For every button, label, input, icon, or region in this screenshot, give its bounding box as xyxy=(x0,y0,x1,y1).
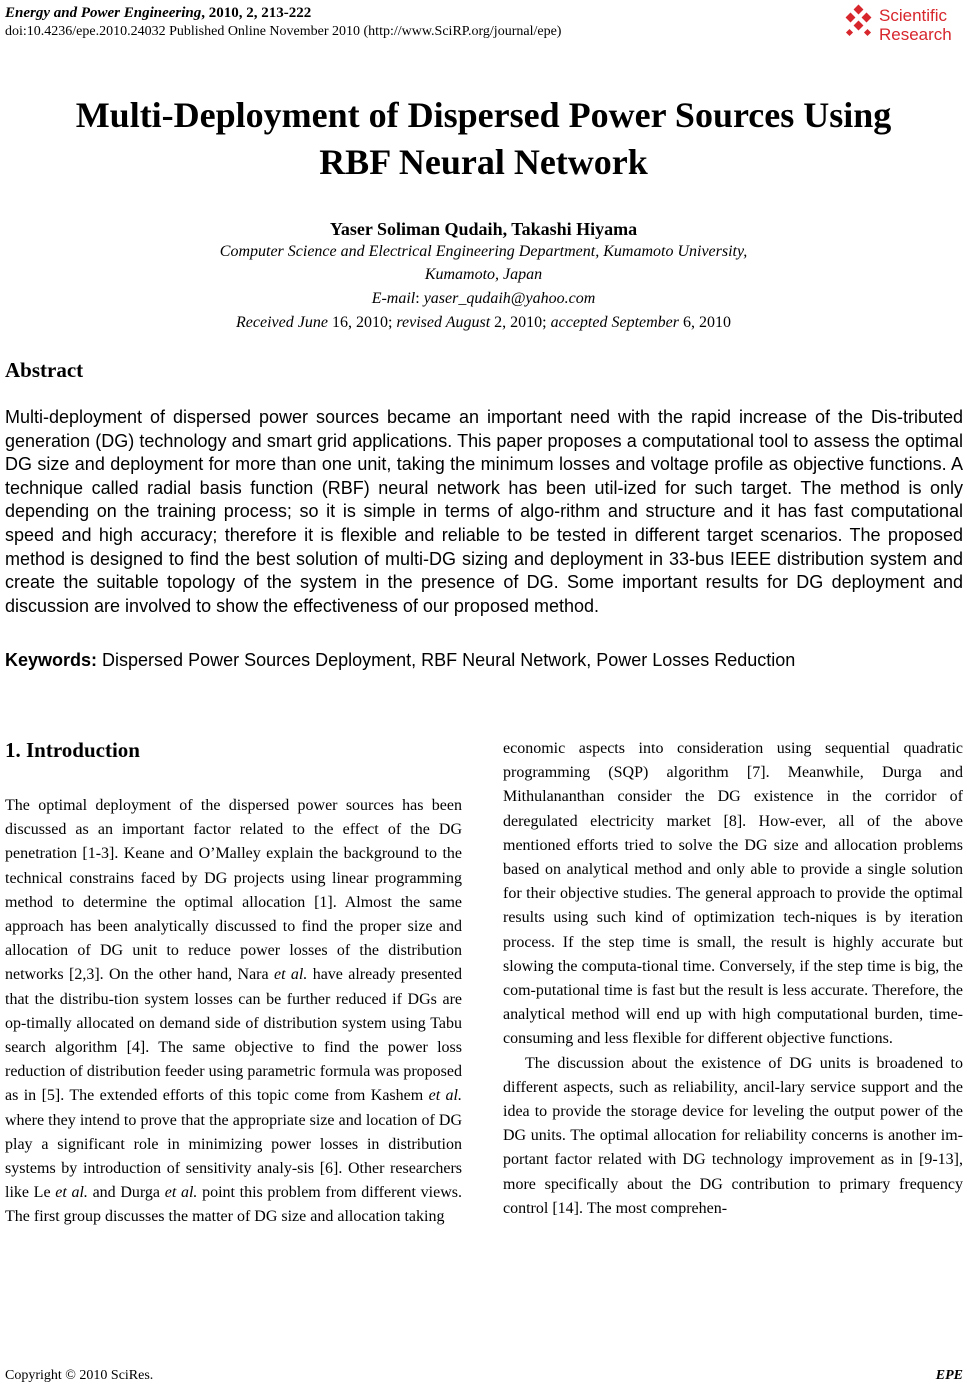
journal-header xyxy=(5,4,311,22)
journal-volume: , 2010, 2, 213-222 xyxy=(201,5,312,21)
logo-line2: Research xyxy=(879,25,952,44)
logo-mark-icon xyxy=(846,5,872,36)
accepted-date: 6, 2010 xyxy=(679,314,731,331)
received-date: 16, 2010; xyxy=(327,314,397,331)
dates-line xyxy=(0,312,967,334)
column-left xyxy=(5,794,462,1230)
email-line: E-mail: yaser_qudaih@yahoo.com xyxy=(371,290,596,307)
received-label: Received June xyxy=(236,314,328,331)
journal-abbrev-footer: EPE xyxy=(935,1368,963,1383)
revised-label: revised August xyxy=(396,314,491,331)
keywords-list: Dispersed Power Sources Deployment, RBF Neural Network, Power Losses Reduction xyxy=(97,650,796,670)
column-right xyxy=(503,737,963,1221)
logo-line1: Scientific xyxy=(879,6,948,25)
email-address: yaser_qudaih@yahoo.com xyxy=(423,290,596,307)
authors: Yaser Soliman Qudaih, Takashi Hiyama xyxy=(329,219,638,239)
keywords xyxy=(5,650,963,671)
affiliation-line-1: Computer Science and Electrical Engineering Department, Kumamoto University, xyxy=(219,243,748,260)
title-line-2: RBF Neural Network xyxy=(319,142,648,182)
email-label: E-mail xyxy=(371,290,416,307)
abstract-heading: Abstract xyxy=(5,358,84,382)
accepted-label: accepted September xyxy=(550,314,679,331)
keywords-label: Keywords: xyxy=(5,650,98,670)
doi-line: doi:10.4236/epe.2010.24032 Published Online November 2010 (http://www.SciRP.org/journal/epe) xyxy=(5,24,562,39)
affiliation-line-2: Kumamoto, Japan xyxy=(424,266,543,283)
paragraph: The optimal deployment of the dispersed power sources has been discussed as an important factor related to the effect of the DG penetration [1-3]. Keane and O’Malley explain the background to the technical constrains faced by DG projects using linear programming method to determine the optimal allocation [1]. Almost the same approach has been analytically discussed to find the proper size and allocation of DG unit to reduce power losses of the distribution networks [2,3]. On the other hand, Nara et al. have already presented that the distribu-tion system losses can be further reduced if DGs are op-timally allocated on demand side of distribution system using Tabu search algorithm [4]. The same objective to find the power loss reduction of distribution feeder using parametric formula was proposed as in [5]. The extended efforts of this topic come from Kashem et al. where they intend to prove that the appropriate size and location of DG play a significant role in minimizing power losses in distribution systems by introduction of sensitivity analy-sis [6]. Other researchers like Le et al. and Durga et al. point this problem from different views. The first group discusses the matter of DG size and allocation taking xyxy=(5,797,462,1226)
intro-heading: 1. Introduction xyxy=(5,738,140,762)
journal-name: Energy and Power Engineering xyxy=(5,5,202,21)
title-line-1: Multi-Deployment of Dispersed Power Sources Using xyxy=(75,95,892,135)
paragraph: The discussion about the existence of DG units is broadened to different aspects, such as reliability, ancil-lary service support and the idea to provide the storage device for leveling the output power of the DG units. The optimal allocation for reliability concerns is another im-portant factor related with DG technology improvement as in [9-13], more specifically about the DG contribution to primary frequency control [14]. The most comprehen- xyxy=(503,1054,963,1217)
scientific-research-logo xyxy=(841,4,961,44)
copyright-footer: Copyright © 2010 SciRes. xyxy=(5,1368,154,1383)
abstract-text: Multi-deployment of dispersed power sources became an important need with the rapid increase of the Dis-tributed generation (DG) technology and smart grid applications. This paper proposes a computational tool to assess the optimal DG size and deployment for more than one unit, taking the minimum losses and voltage profile as objective functions. A technique called radial basis function (RBF) neural network has been util-ized for such target. The method is only depending on the training process; so it is simple in terms of algo-rithm and structure and it has fast computational speed and high accuracy; therefore it is flexible and reliable to be tested in different target scenarios. The proposed method is designed to find the best solution of multi-DG sizing and deployment in 33-bus IEEE distribution system and create the suitable topology of the system in the presence of DG. Some important results for DG deployment and discussion are involved to show the effectiveness of our proposed method. xyxy=(5,407,963,616)
paper-title xyxy=(0,92,967,186)
paragraph: economic aspects into consideration using sequential quadratic programming (SQP) algorithm [7]. Meanwhile, Durga and Mithulananthan consider the DG existence in the corridor of deregulated electricity market [8]. How-ever, all of the above mentioned efforts tried to solve the DG size and allocation problems based on analytical method and only able to provide a single solution for their objective studies. The general approach to provide the optimal results using such kind of optimization tech-niques is by iteration process. If the step time is small, the result is highly accurate but slowing the computa-tional time. Conversely, if the step time is big, the com-putational time is fast but the result is less accurate. Therefore, the analytical method will end up with high computational burden, time-consuming and less flexible for different objective functions. xyxy=(503,740,963,1048)
revised-date: 2, 2010; xyxy=(490,314,551,331)
